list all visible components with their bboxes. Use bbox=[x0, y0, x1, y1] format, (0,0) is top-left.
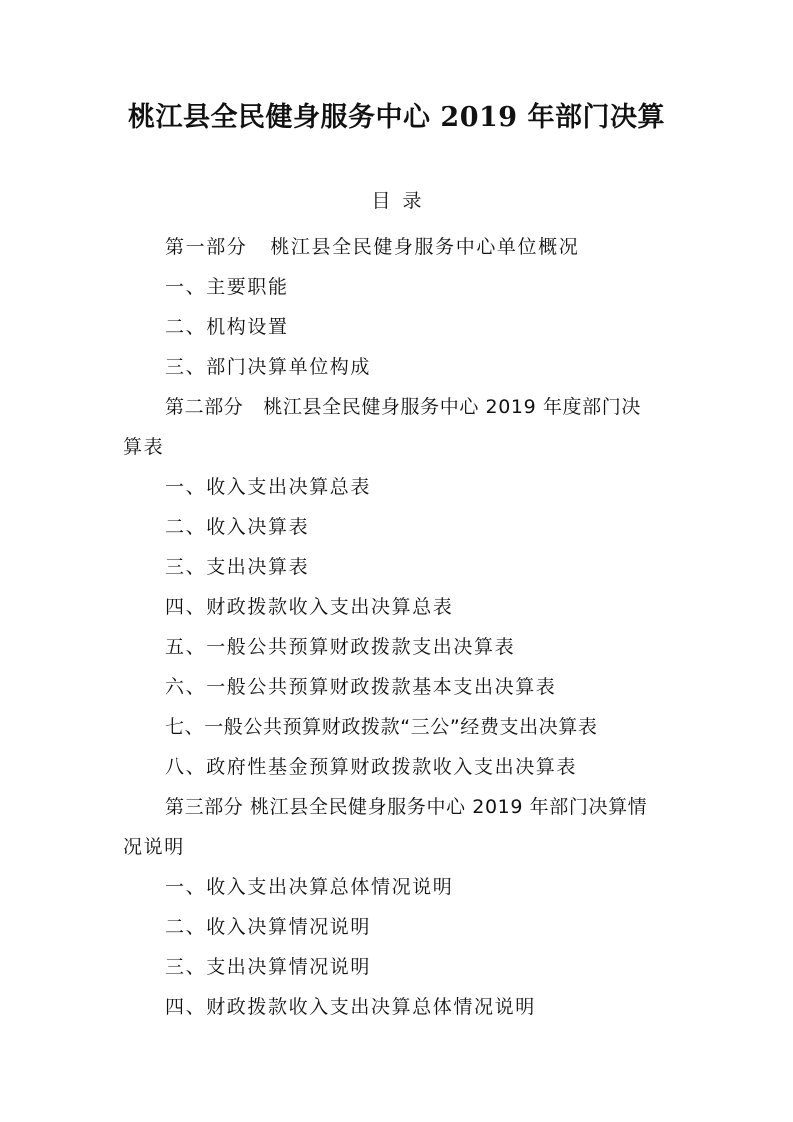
toc-item: 六、一般公共预算财政拨款基本支出决算表 bbox=[165, 676, 557, 698]
document-title: 桃江县全民健身服务中心 2019 年部门决算 bbox=[128, 102, 665, 133]
toc-part-2: 第二部分 桃江县全民健身服务中心 2019 年度部门决 bbox=[165, 396, 641, 418]
toc-part-2-continuation: 算表 bbox=[123, 436, 165, 458]
toc-item: 一、主要职能 bbox=[165, 276, 289, 298]
toc-item: 五、一般公共预算财政拨款支出决算表 bbox=[165, 636, 516, 658]
toc-item: 二、收入决算表 bbox=[165, 516, 310, 538]
toc-item: 一、收入支出决算总表 bbox=[165, 476, 372, 498]
toc-item: 三、支出决算情况说明 bbox=[165, 956, 372, 978]
toc-part-1: 第一部分 桃江县全民健身服务中心单位概况 bbox=[165, 236, 580, 258]
toc-part-3-continuation: 况说明 bbox=[123, 836, 185, 858]
toc-item: 一、收入支出决算总体情况说明 bbox=[165, 876, 454, 898]
toc-item: 三、支出决算表 bbox=[165, 556, 310, 578]
toc-heading: 目 录 bbox=[371, 190, 422, 212]
toc-item: 二、机构设置 bbox=[165, 316, 289, 338]
table-of-contents bbox=[123, 227, 683, 1027]
toc-item: 七、一般公共预算财政拨款“三公”经费支出决算表 bbox=[165, 716, 598, 738]
toc-item: 二、收入决算情况说明 bbox=[165, 916, 372, 938]
toc-item: 八、政府性基金预算财政拨款收入支出决算表 bbox=[165, 756, 578, 778]
toc-part-3: 第三部分 桃江县全民健身服务中心 2019 年部门决算情 bbox=[165, 796, 648, 818]
toc-item: 四、财政拨款收入支出决算总表 bbox=[165, 596, 454, 618]
toc-item: 三、部门决算单位构成 bbox=[165, 356, 372, 378]
toc-item: 四、财政拨款收入支出决算总体情况说明 bbox=[165, 996, 536, 1018]
